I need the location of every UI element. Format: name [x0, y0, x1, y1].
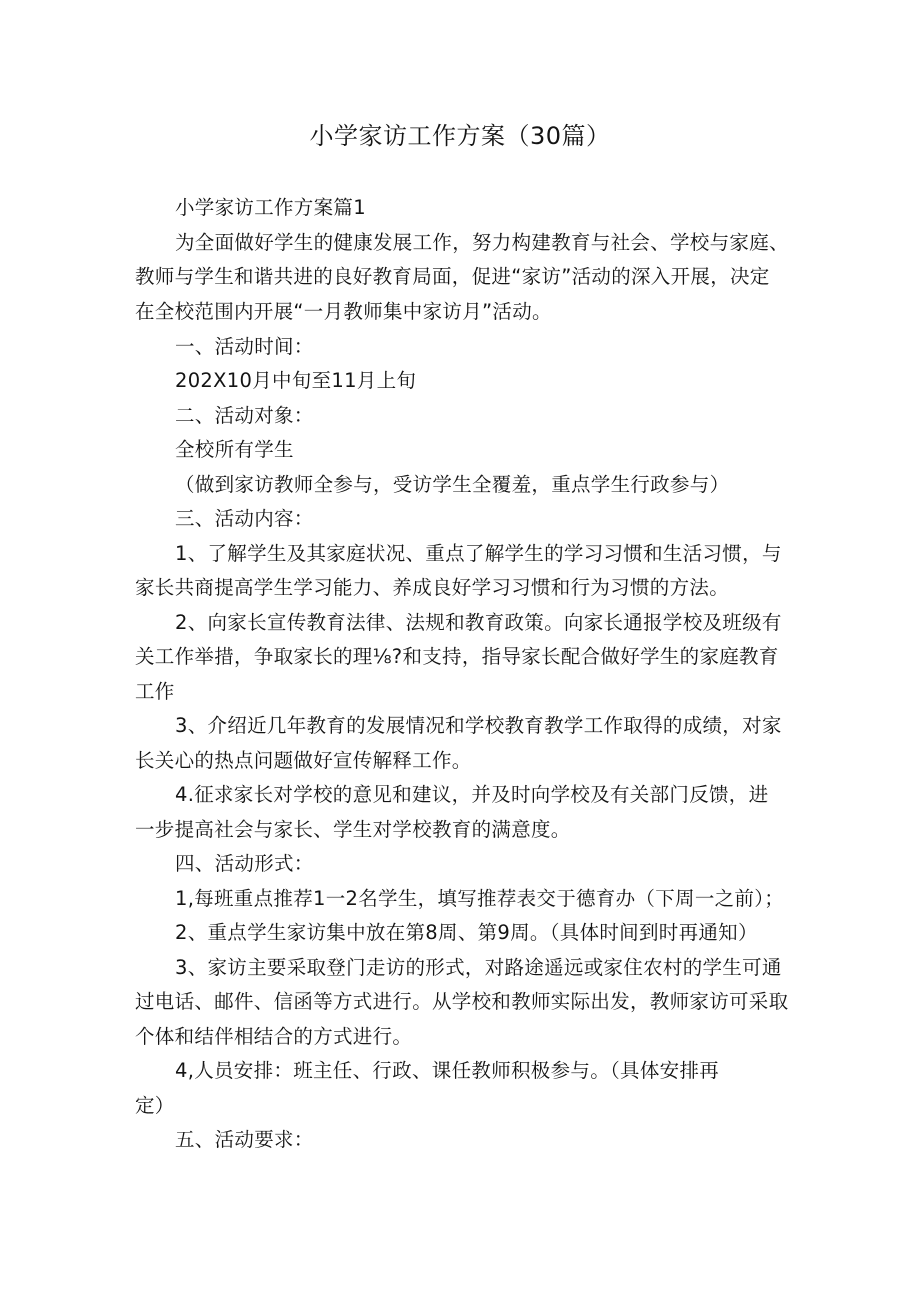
- paragraph-line: 在全校范围内开展“一月教师集中家访月”活动。: [135, 300, 552, 323]
- paragraph-line: 1,每班重点推荐1一2名学生，填写推荐表交于德育办（下周一之前）；: [175, 887, 785, 910]
- paragraph-line: （做到家访教师全参与，受访学生全覆羞，重点学生行政参与）: [175, 473, 730, 496]
- paragraph-line: 3、家访主要采取登门走访的形式，对路途遥远或家住农村的学生可通: [175, 956, 782, 979]
- paragraph-line: 关工作举措，争取家长的理⅛?和支持，指导家长配合做好学生的家庭教育: [135, 645, 779, 668]
- paragraph-line: 1、了解学生及其家庭状况、重点了解学生的学习习惯和生活习惯，与: [175, 542, 782, 565]
- section-heading: 一、活动时间：: [175, 335, 314, 358]
- paragraph-line: 2、重点学生家访集中放在第8周、第9周。（具体时间到时再通知）: [175, 921, 758, 944]
- paragraph-line: 工作: [135, 680, 175, 703]
- paragraph-line: 家长共商提高学生学习能力、养成良好学习习惯和行为习惯的方法。: [135, 576, 730, 599]
- section-heading: 二、活动对象：: [175, 404, 314, 427]
- paragraph-line: 4,人员安排：班主任、行政、课任教师积极参与。（具体安排再: [175, 1059, 720, 1082]
- document-title: 小学家访工作方案（30篇）: [309, 122, 611, 150]
- paragraph-line: 教师与学生和谐共进的良好教育局面，促进“家访”活动的深入开展，决定: [135, 265, 770, 288]
- paragraph-line: 定）: [135, 1094, 175, 1117]
- paragraph-line: 长关心的热点问题做好宣传解释工作。: [135, 749, 472, 772]
- section-heading: 三、活动内容：: [175, 507, 314, 530]
- section-heading: 四、活动形式：: [175, 852, 314, 875]
- paragraph-line: 2、向家长宣传教育法律、法规和教育政策。向家长通报学校及班级有: [175, 611, 782, 634]
- paragraph-line: 为全面做好学生的健康发展工作，努力构建教育与社会、学校与家庭、: [175, 231, 789, 254]
- section-heading: 五、活动要求：: [175, 1128, 314, 1151]
- paragraph-line: 202X10月中旬至11月上旬: [175, 369, 417, 392]
- section-heading: 小学家访工作方案篇1: [175, 196, 366, 219]
- paragraph-line: 3、介绍近几年教育的发展情况和学校教育教学工作取得的成绩，对家: [175, 714, 782, 737]
- paragraph-line: 4.征求家长对学校的意见和建议，并及时向学校及有关部门反馈，进: [175, 783, 769, 806]
- paragraph-line: 一步提高社会与家长、学生对学校教育的满意度。: [135, 818, 571, 841]
- paragraph-line: 个体和结伴相结合的方式进行。: [135, 1025, 413, 1048]
- paragraph-line: 全校所有学生: [175, 438, 294, 461]
- paragraph-line: 过电话、邮件、信函等方式进行。从学校和教师实际出发，教师家访可采取: [135, 990, 789, 1013]
